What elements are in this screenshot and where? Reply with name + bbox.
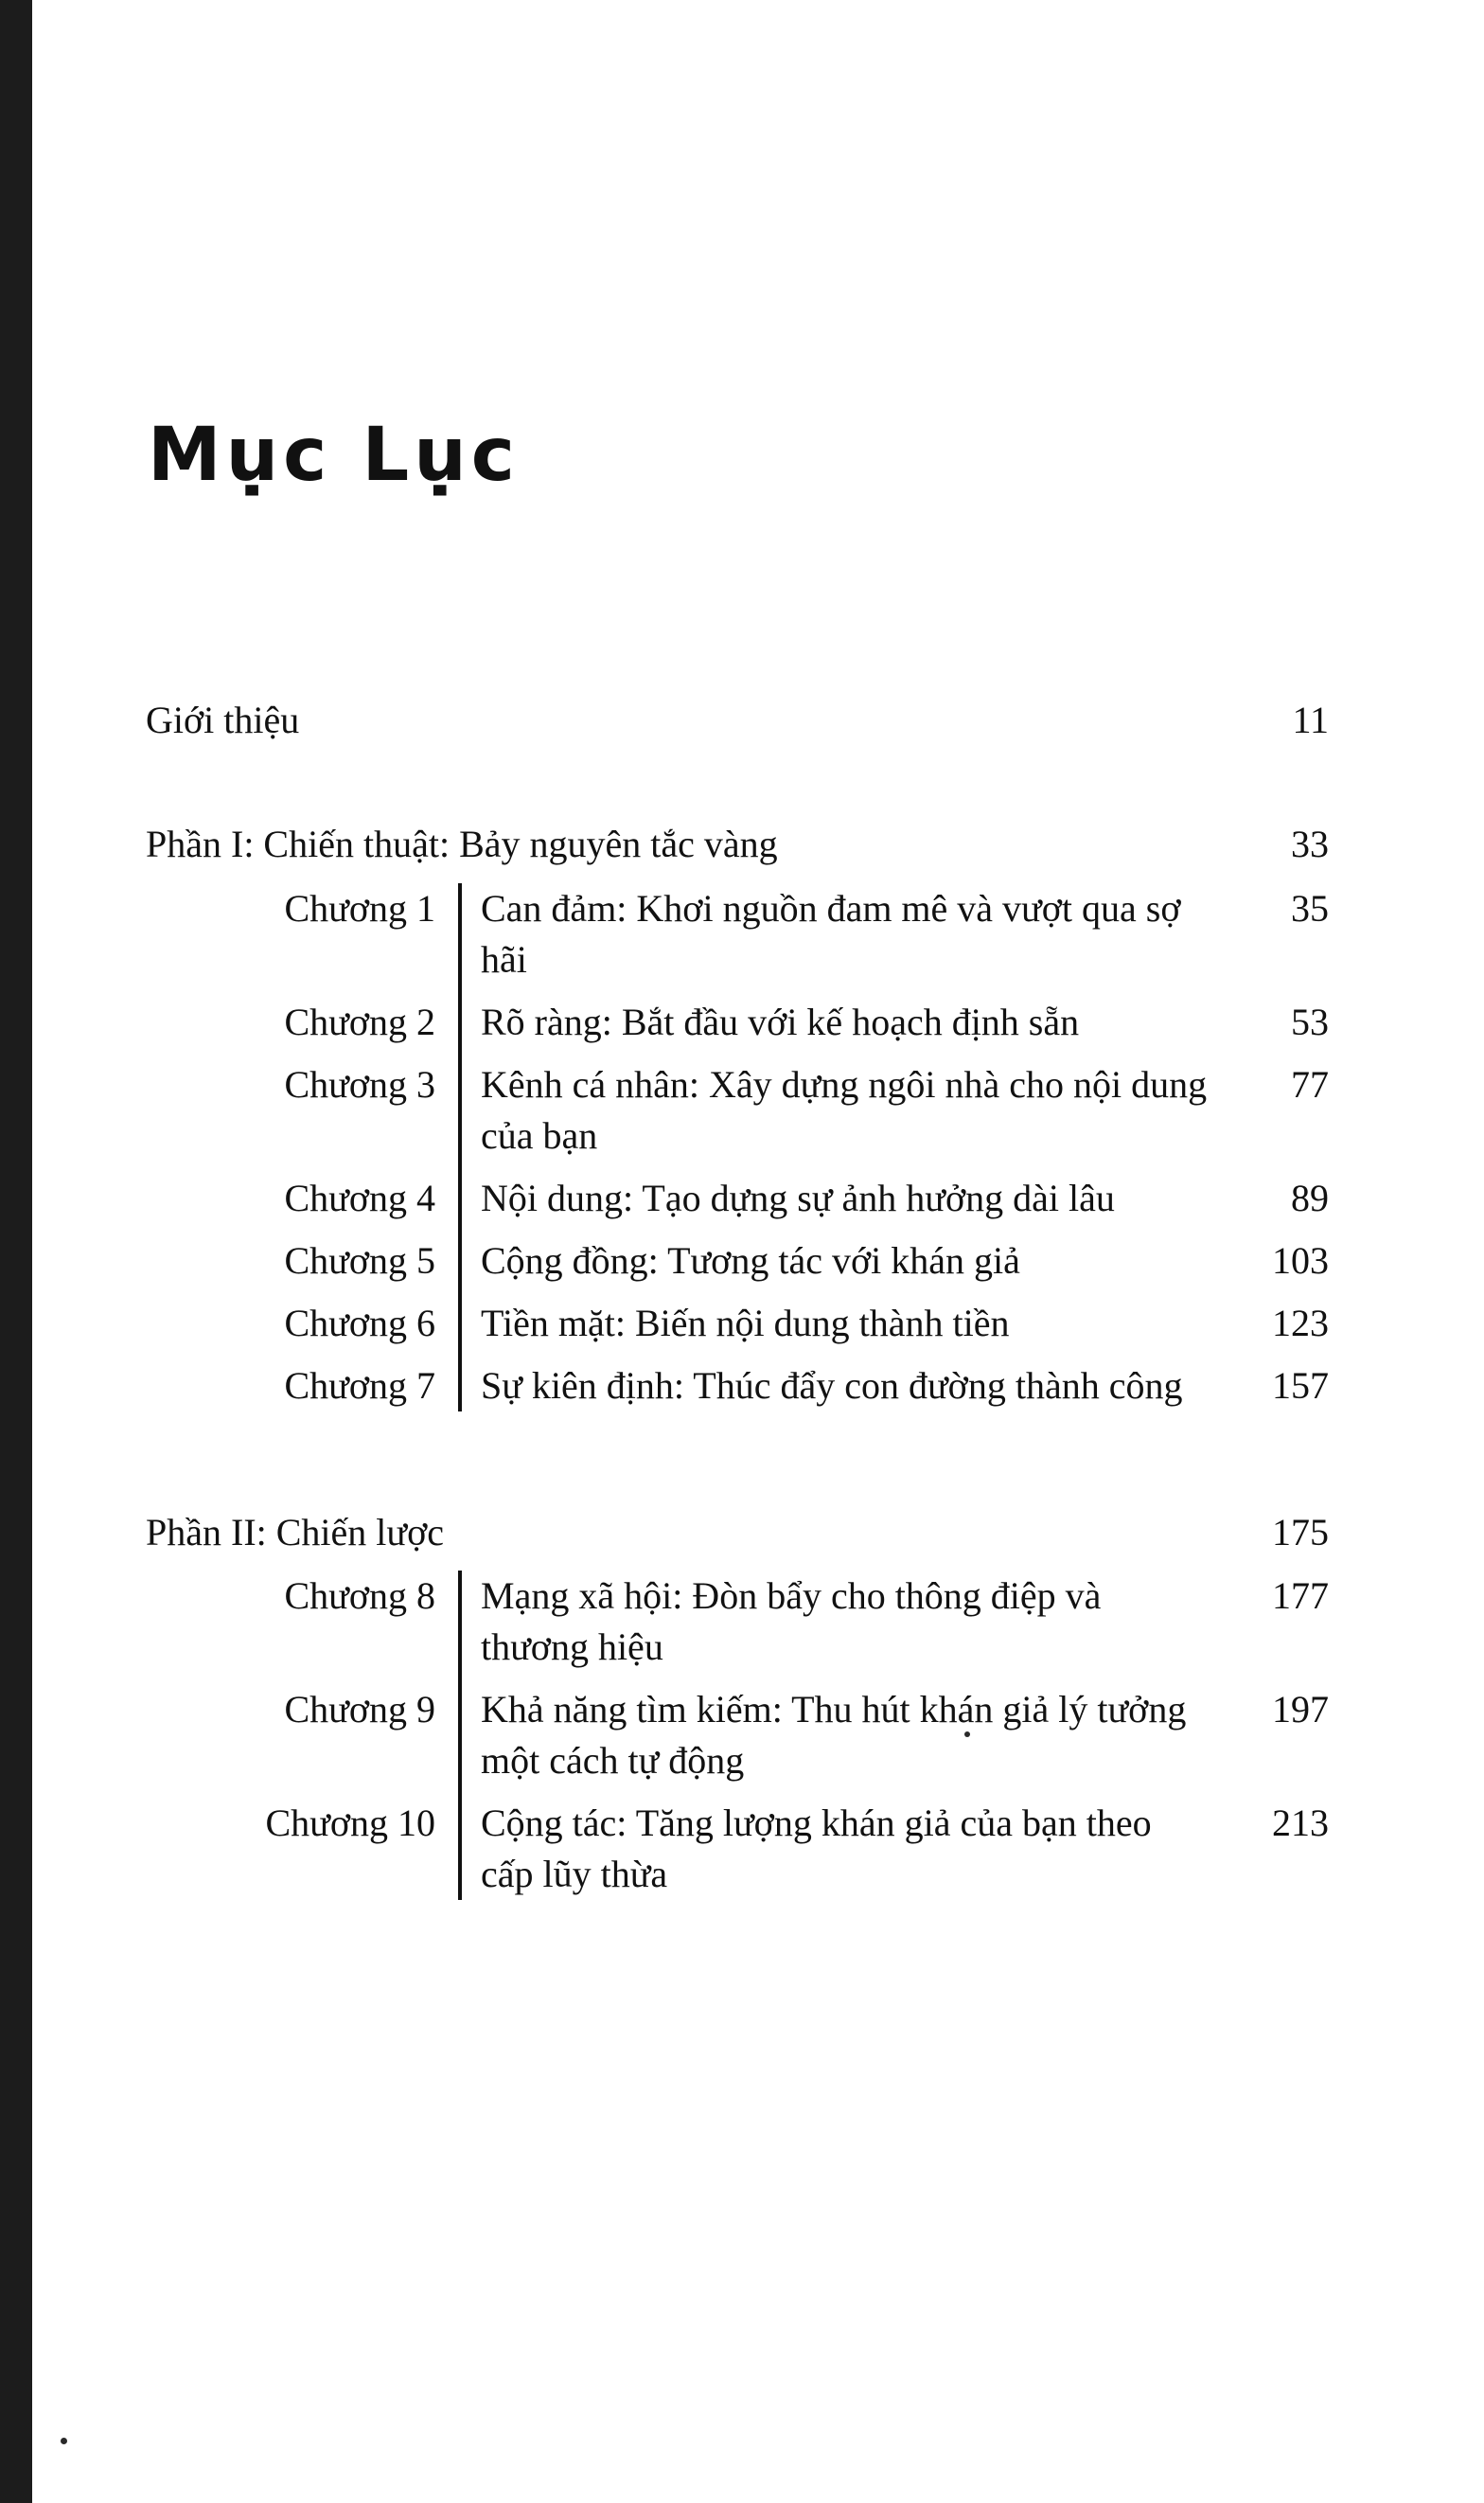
chapter-page: 77 [1291, 1062, 1329, 1106]
chapter-group-part-1 [146, 878, 1329, 1417]
table-of-contents [146, 696, 1329, 1906]
chapter-label: Chương 4 [284, 1176, 435, 1219]
toc-chapter-row[interactable] [146, 878, 1329, 991]
chapter-page: 89 [1291, 1176, 1329, 1219]
toc-intro-page: 11 [1292, 699, 1329, 741]
chapter-title: Rõ ràng: Bắt đầu với kế hoạch định sẵn [481, 1000, 1080, 1043]
toc-part-page: 33 [1291, 822, 1329, 865]
chapter-label: Chương 6 [284, 1301, 435, 1344]
toc-chapter-row[interactable] [146, 1792, 1329, 1906]
toc-chapter-row[interactable] [146, 1230, 1329, 1292]
chapter-title: Cộng đồng: Tương tác với khán giả [481, 1238, 1020, 1282]
scan-speck [61, 2438, 67, 2444]
chapter-title: Sự kiên định: Thúc đẩy con đường thành công [481, 1363, 1183, 1407]
scan-gutter-inner [32, 0, 42, 2503]
chapter-label: Chương 9 [284, 1688, 435, 1731]
chapter-page: 123 [1272, 1301, 1329, 1344]
toc-part-label: Phần II: Chiến lược [146, 1510, 444, 1553]
scan-gutter-edge [0, 0, 32, 2503]
chapter-title: Mạng xã hội: Đòn bẩy cho thông điệp và thương hiệu [481, 1574, 1102, 1669]
toc-chapter-row[interactable] [146, 1678, 1329, 1792]
book-page [42, 0, 1484, 2503]
chapter-page: 213 [1272, 1802, 1329, 1845]
chapter-page: 35 [1291, 886, 1329, 930]
chapter-label: Chương 8 [284, 1574, 435, 1618]
scan-speck [964, 1731, 970, 1737]
chapter-title: Kênh cá nhân: Xây dựng ngôi nhà cho nội dung của bạn [481, 1062, 1208, 1157]
chapter-title: Tiền mặt: Biến nội dung thành tiền [481, 1301, 1010, 1344]
chapter-title: Nội dung: Tạo dựng sự ảnh hưởng dài lâu [481, 1176, 1115, 1219]
chapter-label: Chương 7 [284, 1363, 435, 1407]
chapter-divider-rule [458, 1571, 462, 1900]
toc-part-label: Phần I: Chiến thuật: Bảy nguyên tắc vàng [146, 822, 778, 865]
chapter-page: 197 [1272, 1688, 1329, 1731]
toc-chapter-row[interactable] [146, 1292, 1329, 1355]
chapter-title: Cộng tác: Tăng lượng khán giả của bạn theo cấp lũy thừa [481, 1802, 1152, 1896]
chapter-title: Khả năng tìm kiếm: Thu hút khán giả lý tưởng một cách tự động [481, 1688, 1187, 1783]
chapter-page: 157 [1272, 1363, 1329, 1407]
chapter-page: 53 [1291, 1000, 1329, 1043]
toc-part-heading[interactable] [146, 1508, 1329, 1558]
toc-chapter-row[interactable] [146, 991, 1329, 1054]
page-title: Mục Lục [148, 413, 521, 498]
chapter-label: Chương 3 [284, 1062, 435, 1106]
toc-part-page: 175 [1272, 1510, 1329, 1553]
toc-entry-intro[interactable] [146, 696, 1329, 746]
chapter-label: Chương 10 [265, 1802, 435, 1845]
section-spacer [146, 1417, 1329, 1508]
toc-chapter-row[interactable] [146, 1054, 1329, 1167]
chapter-label: Chương 5 [284, 1238, 435, 1282]
toc-chapter-row[interactable] [146, 1565, 1329, 1678]
chapter-label: Chương 2 [284, 1000, 435, 1043]
toc-chapter-row[interactable] [146, 1355, 1329, 1417]
chapter-label: Chương 1 [284, 886, 435, 930]
toc-intro-label: Giới thiệu [146, 699, 300, 741]
chapter-divider-rule [458, 883, 462, 1411]
chapter-page: 177 [1272, 1574, 1329, 1618]
toc-part-heading[interactable] [146, 820, 1329, 870]
chapter-title: Can đảm: Khơi nguồn đam mê và vượt qua sợ hãi [481, 886, 1181, 981]
toc-chapter-row[interactable] [146, 1167, 1329, 1230]
chapter-group-part-2 [146, 1565, 1329, 1906]
chapter-page: 103 [1272, 1238, 1329, 1282]
